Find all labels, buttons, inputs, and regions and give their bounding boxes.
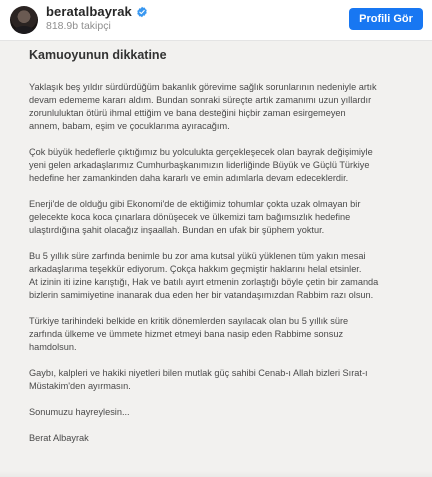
statement-line: At izinin iti izine karıştığı, Hak ve batılı ayırt etmenin zorlaştığı böyle çetin bir zamanda	[29, 277, 379, 287]
statement-line: Bu 5 yıllık süre zarfında benimle bu zor ama kutsal yükü yüklenen tüm yakın mesai	[29, 251, 366, 261]
statement-line: hedefine her zamankinden daha kararlı ve emin adımlarla devam edeceklerdir.	[29, 173, 349, 183]
statement-line: yeni gelen arkadaşlarımız Cumhurbaşkanımızın liderliğinde Büyük ve Güçlü Türkiye	[29, 160, 370, 170]
statement-paragraph	[29, 406, 421, 419]
statement-line: arkadaşlarıma teşekkür ediyorum. Çokça hakkım geçmiştir haklarını helal etsinler.	[29, 264, 362, 274]
statement-paragraph	[29, 315, 421, 354]
statement-line: Müstakim'den ayırmasın.	[29, 381, 131, 391]
statement-paragraph	[29, 81, 421, 133]
statement-paragraph	[29, 250, 421, 302]
statement-line: devam edememe kararı aldım. Bundan sonraki süreçte artık zamanımı uzun yıllardır	[29, 95, 372, 105]
avatar[interactable]	[10, 6, 38, 34]
statement-paragraph	[29, 367, 421, 393]
avatar-shoulders	[13, 26, 35, 34]
username-row	[46, 4, 148, 19]
statement-paragraph	[29, 432, 421, 445]
statement-line: Yaklaşık beş yıldır sürdürdüğüm bakanlık görevime sağlık sorunlarının nedeniyle artık	[29, 82, 377, 92]
statement-body	[29, 81, 421, 445]
verified-badge-icon	[136, 6, 148, 18]
statement-line: gelecekte koca koca çınarlara dönüşecek ve ülkemizi tam bağımsızlık hedefine	[29, 212, 351, 222]
statement-line: Türkiye tarihindeki belkide en kritik dönemlerden sayılacak olan bu 5 yıllık süre	[29, 316, 349, 326]
username-link[interactable]: beratalbayrak	[46, 4, 132, 19]
post-bottom-shade	[0, 471, 432, 477]
post-image[interactable]	[0, 40, 432, 477]
statement-line: bizlerin samimiyetine inanarak dua eden her bir vatandaşımızdan Rabbim razı olsun.	[29, 290, 374, 300]
follower-count: 818.9b takipçi	[46, 20, 111, 32]
statement-line: Gaybı, kalpleri ve hakiki niyetleri bilen mutlak güç sahibi Cenab-ı Allah bizleri Sırat-ı	[29, 368, 368, 378]
statement-paragraph	[29, 198, 421, 237]
statement-paragraph	[29, 146, 421, 185]
statement-line: zorunluluktan ötürü ihmal ettiğim ve bana desteğini hiçbir zaman esirgemeyen	[29, 108, 346, 118]
statement-line: Enerji'de de olduğu gibi Ekonomi'de de ektiğimiz tohumlar çokta uzak olmayan bir	[29, 199, 361, 209]
statement-line: Berat Albayrak	[29, 433, 89, 443]
statement-text	[29, 48, 421, 458]
statement-line: annem, babam, eşim ve çocuklarıma ayıracağım.	[29, 121, 230, 131]
statement-line: hamdolsun.	[29, 342, 77, 352]
statement-line: ulaştırdığına şahit olacağız inşaallah. Bundan en ufak bir şüphem yoktur.	[29, 225, 325, 235]
statement-line: Sonumuzu hayreylesin...	[29, 407, 130, 417]
post-header	[0, 0, 432, 40]
view-profile-button[interactable]: Profili Gör	[349, 8, 423, 30]
statement-line: Çok büyük hedeflerle çıktığımız bu yolculukta gerçekleşecek olan bayrak değişimiyle	[29, 147, 373, 157]
statement-title: Kamuoyunun dikkatine	[29, 48, 167, 62]
statement-line: zarfında ülkeme ve ümmete hizmet etmeyi bana nasip eden Rabbime sonsuz	[29, 329, 344, 339]
